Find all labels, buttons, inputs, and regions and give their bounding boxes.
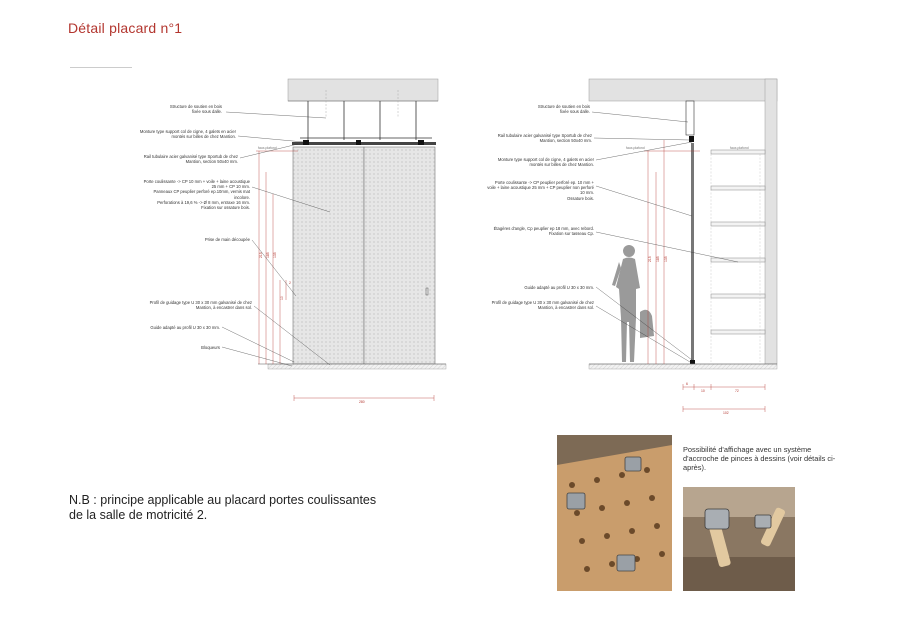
front-label-bloqueurs: Bloqueurs (201, 345, 220, 350)
section-h-dim-2: 185 (656, 256, 660, 262)
page-title: Détail placard n°1 (68, 20, 183, 36)
door-left (293, 147, 364, 364)
section-ceiling-label: faux-plafond (626, 146, 645, 150)
photo-clips (683, 487, 795, 591)
front-label-profil: Profil de guidage type U 30 x 30 mm galvanisé de chez Mantion, à encastrer dans sol. (149, 300, 252, 311)
section-total-dim: 102 (723, 411, 729, 415)
front-small-dim: 2 (289, 281, 291, 285)
front-label-monture: Monture type support col de cigne, 4 galets en acier montés sur billes de chez Mantion. (139, 129, 236, 140)
nb-note: N.B : principe applicable au placard portes coulissantes de la salle de motricité 2. (69, 493, 377, 522)
front-h-dim-4: 215 (259, 252, 263, 258)
section-shelves (711, 150, 765, 334)
front-label-guide: Guide adapté au profil U 30 x 30 mm. (150, 325, 220, 330)
front-h-dim-1: 10 (280, 296, 284, 300)
section-elevation (589, 79, 777, 415)
section-label-monture: Monture type support col de cigne, 4 galets en acier montés sur billes de chez Mantion. (497, 157, 594, 168)
section-door (691, 143, 694, 363)
section-h-dim-1: 215 (648, 256, 652, 262)
front-label-structure: Structure de soutien en bois fixée sous dalle. (169, 104, 222, 115)
section-ceiling-label-2: faux-plafond (730, 146, 749, 150)
door-right (364, 147, 435, 364)
front-elevation (222, 79, 446, 404)
front-h-dim-3: 185 (266, 252, 270, 258)
photo-pegboard (557, 435, 672, 591)
section-label-structure: Structure de soutien en bois fixée sous dalle. (537, 104, 590, 115)
front-width-dim: 280 (359, 400, 365, 404)
section-wall (765, 79, 777, 364)
front-h-dim-2: 135 (273, 252, 277, 258)
front-label-rail: Rail tubulaire acier galvanisé type Sportub de chez Mantion, section 50x40 mm. (143, 154, 238, 165)
front-slab (288, 79, 438, 101)
front-label-prise: Prise de main découpée (204, 237, 250, 242)
section-h-dim-3: 135 (664, 256, 668, 262)
front-ceiling-label: faux-plafond (258, 146, 277, 150)
front-label-porte: Porte coulissante -> CP 10 mm + voile + laine acoustique 25 mm + CP 10 mm. Panneaux CP peuplier perforé ep.10mm, vernis mat incolore. Perforations à 19,6 % -> Ø 8 mm, entraxe 16 mm. Fixation sur ossature bois. (143, 179, 250, 211)
section-label-porte: Porte coulissante -> CP peuplier perforé ep. 10 mm + voile + laine acoustique 25 mm + CP peuplier non perforé 10 mm. Ossature bois. (487, 180, 594, 201)
section-d-dim-3: 72 (735, 389, 739, 393)
photo-caption: Possibilité d'affichage avec un système d'accroche de pinces à dessins (voir détails ci-après). (683, 445, 836, 472)
section-d-dim-1: 6 (686, 382, 688, 386)
section-label-guide: Guide adapté au profil U 30 x 30 mm. (524, 285, 594, 290)
section-label-rail: Rail tubulaire acier galvanisé type Sportub de chez Mantion, section 50x40 mm. (497, 133, 592, 144)
section-label-etageres: Étagères d'angle, Cp peuplier ep 18 mm, avec rebord. Fixation sur tasseau Cp. (493, 226, 594, 237)
section-label-profil: Profil de guidage type U 30 x 30 mm galvanisé de chez Mantion, à encastrer dans sol. (491, 300, 594, 311)
section-d-dim-2: 10 (701, 389, 705, 393)
